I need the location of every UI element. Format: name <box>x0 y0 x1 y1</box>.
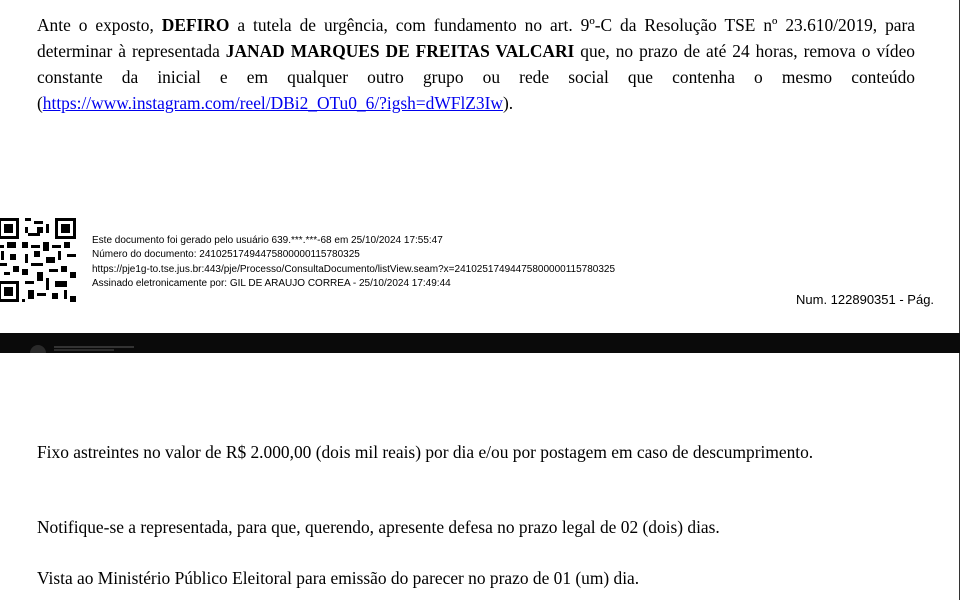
fine-paragraph: Fixo astreintes no valor de R$ 2.000,00 (dois mil reais) por dia e/ou por postagem em caso de descumprimento. <box>37 442 814 462</box>
signature-document-number: Número do documento: 24102517494475800000115780325 <box>92 249 360 261</box>
paragraph-text: a tutela de urgência, com fundamento no art. 9º-C da Resolução TSE nº 23.610/2019, para determinar à representada <box>37 15 915 61</box>
notification-paragraph: Notifique-se a representada, para que, querendo, apresente defesa no prazo legal de 02 (dois) dias. <box>37 517 720 537</box>
header-divider <box>54 349 114 351</box>
page-number: Num. 122890351 - Pág. <box>796 292 935 307</box>
respondent-name: JANAD MARQUES DE FREITAS VALCARI <box>225 41 575 61</box>
paragraph-text: ). <box>502 93 514 113</box>
instagram-link[interactable]: https://www.instagram.com/reel/DBi2_OTu0_6/?igsh=dWFlZ3Iw <box>42 93 503 113</box>
signature-signed-by: Assinado eletronicamente por: GIL DE ARAUJO CORREA - 25/10/2024 17:49:44 <box>92 277 451 289</box>
header-divider <box>54 346 134 348</box>
page-gap <box>0 333 960 353</box>
vista-paragraph: Vista ao Ministério Público Eleitoral para emissão do parecer no prazo de 01 (um) dia. <box>37 568 640 588</box>
decision-verb: DEFIRO <box>161 15 230 35</box>
paragraph-text: que, no prazo de até 24 horas, remova o vídeo constante da inicial e em qualquer outro grupo ou rede social que contenha o mesmo conteúdo ( <box>37 41 915 113</box>
decision-paragraph <box>37 12 915 116</box>
signature-block <box>92 234 615 291</box>
document-page-2 <box>0 353 960 600</box>
paragraph-text: Ante o exposto, <box>37 15 162 35</box>
signature-generated-line: Este documento foi gerado pelo usuário 639.***.***-68 em 25/10/2024 17:55:47 <box>92 235 443 246</box>
signature-url[interactable]: https://pje1g-to.tse.jus.br:443/pje/Processo/ConsultaDocumento/listView.seam?x=24102517494475800000115780325 <box>92 263 616 275</box>
qr-code-icon <box>0 218 76 302</box>
